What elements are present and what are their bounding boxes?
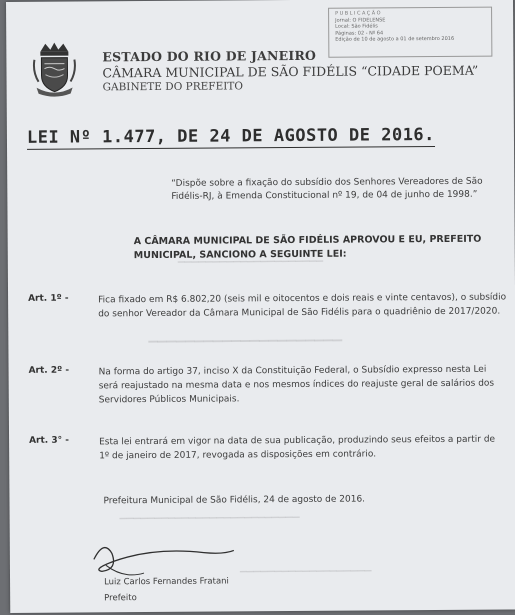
signatory-role: Prefeito: [104, 593, 137, 604]
article-1-label: Art. 1º -: [28, 293, 69, 304]
document-page: [6, 0, 515, 613]
stamp-line: Páginas: 02 - Nº 64: [335, 30, 384, 37]
signatory-name: Luiz Carlos Fernandes Fratani: [104, 576, 229, 588]
article-2-label: Art. 2º -: [28, 365, 70, 376]
place-and-date: Prefeitura Municipal de São Fidélis, 24 de agosto de 2016.: [103, 494, 366, 507]
bleed-through-text: ▔▔▔▔▔▔▔▔▔▔▔▔▔▔▔▔▔▔▔▔▔: [177, 261, 324, 273]
stamp-line: Local: São Fidélis: [335, 23, 378, 30]
article-1-text: Fica fixado em R$ 6.802,20 (seis mil e oitocentos e dois reais e vinte centavos), o subsídio do senhor Vereador da Câmara Municipal de São Fidélis para o quadriênio de 2017/2020.: [98, 292, 507, 320]
header-office: GABINETE DO PREFEITO: [102, 80, 244, 94]
bleed-through-text: ▔▔▔▔▔▔▔▔▔▔▔▔▔▔▔▔▔▔▔▔▔: [148, 339, 343, 356]
article-3-text: Esta lei entrará em vigor na data de sua publicação, produzindo seus efeitos a partir de 1º de janeiro de 2017, revogada as disposições em contrário.: [99, 434, 496, 462]
publication-stamp: [328, 7, 492, 58]
stamp-line: Jornal: O FIDELENSE: [335, 16, 386, 24]
law-title: LEI Nº 1.477, DE 24 DE AGOSTO DE 2016.: [26, 125, 435, 148]
coat-of-arms-icon: [32, 42, 76, 98]
stamp-title: PUBLICAÇÃO: [335, 10, 383, 17]
header-state: ESTADO DO RIO DE JANEIRO: [102, 47, 317, 65]
bleed-through-text: ▔▔▔▔▔▔▔▔▔▔▔▔▔▔▔▔▔▔▔: [239, 571, 372, 583]
article-2-text: Na forma do artigo 37, inciso X da Constituição Federal, o Subsídio expresso nesta Lei será reajustado na mesma data e nos mesmos índices do reajuste geral de salários dos Servidores Públicos Municipais.: [98, 364, 495, 406]
law-summary: “Dispõe sobre a fixação do subsídio dos Senhores Vereadores de São Fidélis-RJ, à Emenda Constitucional nº 19, de 04 de junho de 1998.”: [171, 176, 483, 202]
bleed-through-text: ▔▔▔▔▔▔▔▔▔▔▔▔▔▔▔▔▔▔▔▔▔▔▔▔▔▔: [119, 517, 300, 530]
header-chamber: CÂMARA MUNICIPAL DE SÃO FIDÉLIS “CIDADE POEMA”: [102, 62, 479, 81]
stamp-line: Edição de 10 de agosto a 01 de setembro 2016: [335, 36, 455, 44]
article-3-label: Art. 3° -: [29, 435, 69, 446]
enactment-clause: A CÂMARA MUNICIPAL DE SÃO FIDÉLIS APROVOU E EU, PREFEITO MUNICIPAL, SANCIONO A SEGUINTE LEI:: [133, 233, 482, 262]
